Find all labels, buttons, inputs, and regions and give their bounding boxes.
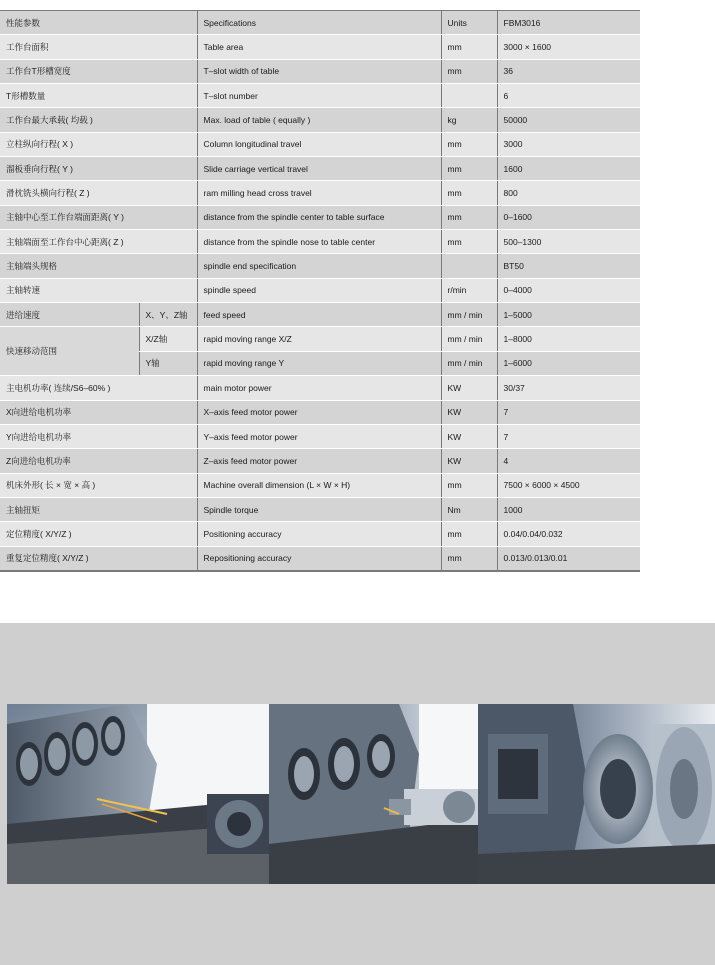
row-value: 1–5000 bbox=[497, 303, 640, 327]
row-en: feed speed bbox=[197, 303, 441, 327]
table-row bbox=[0, 205, 640, 229]
row-unit: mm bbox=[441, 35, 497, 59]
row-cn: 定位精度( X/Y/Z ) bbox=[0, 522, 197, 546]
row-en: Repositioning accuracy bbox=[197, 546, 441, 571]
table-row bbox=[0, 35, 640, 59]
row-cn: Z向进给电机功率 bbox=[0, 449, 197, 473]
row-value: 7 bbox=[497, 424, 640, 448]
row-cn: 主轴转速 bbox=[0, 278, 197, 302]
table-row bbox=[0, 59, 640, 83]
table-row bbox=[0, 108, 640, 132]
table-row-rapid-xz bbox=[0, 327, 640, 351]
row-en: spindle end specification bbox=[197, 254, 441, 278]
row-cn: 重复定位精度( X/Y/Z ) bbox=[0, 546, 197, 571]
specifications-table bbox=[0, 10, 640, 572]
row-value: 3000 bbox=[497, 132, 640, 156]
table-row bbox=[0, 424, 640, 448]
row-unit: KW bbox=[441, 400, 497, 424]
row-en: Spindle torque bbox=[197, 497, 441, 521]
table-row bbox=[0, 181, 640, 205]
row-value: 7 bbox=[497, 400, 640, 424]
row-unit: KW bbox=[441, 449, 497, 473]
row-value: 0.013/0.013/0.01 bbox=[497, 546, 640, 571]
table-header-row bbox=[0, 11, 640, 35]
row-unit: mm / min bbox=[441, 303, 497, 327]
row-value: 7500 × 6000 × 4500 bbox=[497, 473, 640, 497]
row-unit bbox=[441, 254, 497, 278]
row-unit: mm bbox=[441, 473, 497, 497]
row-unit: r/min bbox=[441, 278, 497, 302]
row-en: Z–axis feed motor power bbox=[197, 449, 441, 473]
header-units: Units bbox=[441, 11, 497, 35]
row-value: 0.04/0.04/0.032 bbox=[497, 522, 640, 546]
row-en: distance from the spindle center to table surface bbox=[197, 205, 441, 229]
row-value: 1000 bbox=[497, 497, 640, 521]
engine-block-drilling-photo bbox=[269, 704, 478, 884]
row-unit: mm bbox=[441, 230, 497, 254]
row-value: BT50 bbox=[497, 254, 640, 278]
row-axis: X/Z轴 bbox=[139, 327, 197, 351]
row-cn: 主轴扭矩 bbox=[0, 497, 197, 521]
table-row bbox=[0, 157, 640, 181]
row-unit: Nm bbox=[441, 497, 497, 521]
row-unit: mm / min bbox=[441, 327, 497, 351]
header-cn: 性能参数 bbox=[0, 11, 197, 35]
row-en: Column longitudinal travel bbox=[197, 132, 441, 156]
row-en: spindle speed bbox=[197, 278, 441, 302]
spindle-closeup-photo bbox=[478, 704, 715, 884]
table-row bbox=[0, 497, 640, 521]
row-value: 0–4000 bbox=[497, 278, 640, 302]
row-unit: mm bbox=[441, 181, 497, 205]
table-row bbox=[0, 278, 640, 302]
row-value: 6 bbox=[497, 84, 640, 108]
row-en: Y–axis feed motor power bbox=[197, 424, 441, 448]
row-en: T–slot width of table bbox=[197, 59, 441, 83]
row-cn: Y向进给电机功率 bbox=[0, 424, 197, 448]
row-en: ram milling head cross travel bbox=[197, 181, 441, 205]
row-cn: 进给速度 bbox=[0, 303, 139, 327]
table-row-feed-speed bbox=[0, 303, 640, 327]
header-model: FBM3016 bbox=[497, 11, 640, 35]
row-cn: 机床外形( 长 × 宽 × 高 ) bbox=[0, 473, 197, 497]
row-cn: 主轴端面至工作台中心距离( Z ) bbox=[0, 230, 197, 254]
row-value: 1–6000 bbox=[497, 351, 640, 375]
row-value: 30/37 bbox=[497, 376, 640, 400]
row-cn: 立柱纵向行程( X ) bbox=[0, 132, 197, 156]
row-cn: 工作台面积 bbox=[0, 35, 197, 59]
row-axis: X、Y、Z轴 bbox=[139, 303, 197, 327]
table-row bbox=[0, 254, 640, 278]
row-unit: KW bbox=[441, 424, 497, 448]
row-cn: 工作台T形槽宽度 bbox=[0, 59, 197, 83]
row-value: 36 bbox=[497, 59, 640, 83]
row-cn: 工作台最大承载( 均载 ) bbox=[0, 108, 197, 132]
specifications-table-body bbox=[0, 11, 640, 571]
row-value: 3000 × 1600 bbox=[497, 35, 640, 59]
row-en: main motor power bbox=[197, 376, 441, 400]
row-en: Positioning accuracy bbox=[197, 522, 441, 546]
row-unit: mm bbox=[441, 522, 497, 546]
row-value: 800 bbox=[497, 181, 640, 205]
row-value: 0–1600 bbox=[497, 205, 640, 229]
row-cn: T形槽数量 bbox=[0, 84, 197, 108]
table-row bbox=[0, 400, 640, 424]
table-row bbox=[0, 132, 640, 156]
row-value: 1600 bbox=[497, 157, 640, 181]
row-cn: 溜板垂向行程( Y ) bbox=[0, 157, 197, 181]
header-specifications: Specifications bbox=[197, 11, 441, 35]
row-cn: 滑枕铣头横向行程( Z ) bbox=[0, 181, 197, 205]
row-unit: KW bbox=[441, 376, 497, 400]
row-en: Machine overall dimension (L × W × H) bbox=[197, 473, 441, 497]
row-unit: mm bbox=[441, 205, 497, 229]
row-unit: kg bbox=[441, 108, 497, 132]
row-en: Table area bbox=[197, 35, 441, 59]
row-cn: 主轴端头规格 bbox=[0, 254, 197, 278]
row-en: rapid moving range X/Z bbox=[197, 327, 441, 351]
row-en: T–slot number bbox=[197, 84, 441, 108]
row-value: 500–1300 bbox=[497, 230, 640, 254]
row-unit: mm bbox=[441, 59, 497, 83]
table-row bbox=[0, 546, 640, 571]
engine-block-milling-photo bbox=[7, 704, 269, 884]
rapid-group-cn: 快速移动范围 bbox=[0, 327, 139, 376]
row-value: 50000 bbox=[497, 108, 640, 132]
row-en: Slide carriage vertical travel bbox=[197, 157, 441, 181]
table-row bbox=[0, 376, 640, 400]
row-unit: mm bbox=[441, 157, 497, 181]
table-row bbox=[0, 473, 640, 497]
table-row bbox=[0, 449, 640, 473]
row-unit: mm bbox=[441, 546, 497, 571]
row-en: distance from the spindle nose to table center bbox=[197, 230, 441, 254]
row-en: X–axis feed motor power bbox=[197, 400, 441, 424]
row-cn: X向进给电机功率 bbox=[0, 400, 197, 424]
row-en: Max. load of table ( equally ) bbox=[197, 108, 441, 132]
row-cn: 主轴中心至工作台端面距离( Y ) bbox=[0, 205, 197, 229]
table-row bbox=[0, 522, 640, 546]
row-cn: 主电机功率( 连续/S6–60% ) bbox=[0, 376, 197, 400]
row-axis: Y轴 bbox=[139, 351, 197, 375]
row-unit: mm / min bbox=[441, 351, 497, 375]
row-en: rapid moving range Y bbox=[197, 351, 441, 375]
row-unit: mm bbox=[441, 132, 497, 156]
table-row bbox=[0, 84, 640, 108]
row-value: 1–8000 bbox=[497, 327, 640, 351]
row-value: 4 bbox=[497, 449, 640, 473]
table-row bbox=[0, 230, 640, 254]
row-unit bbox=[441, 84, 497, 108]
